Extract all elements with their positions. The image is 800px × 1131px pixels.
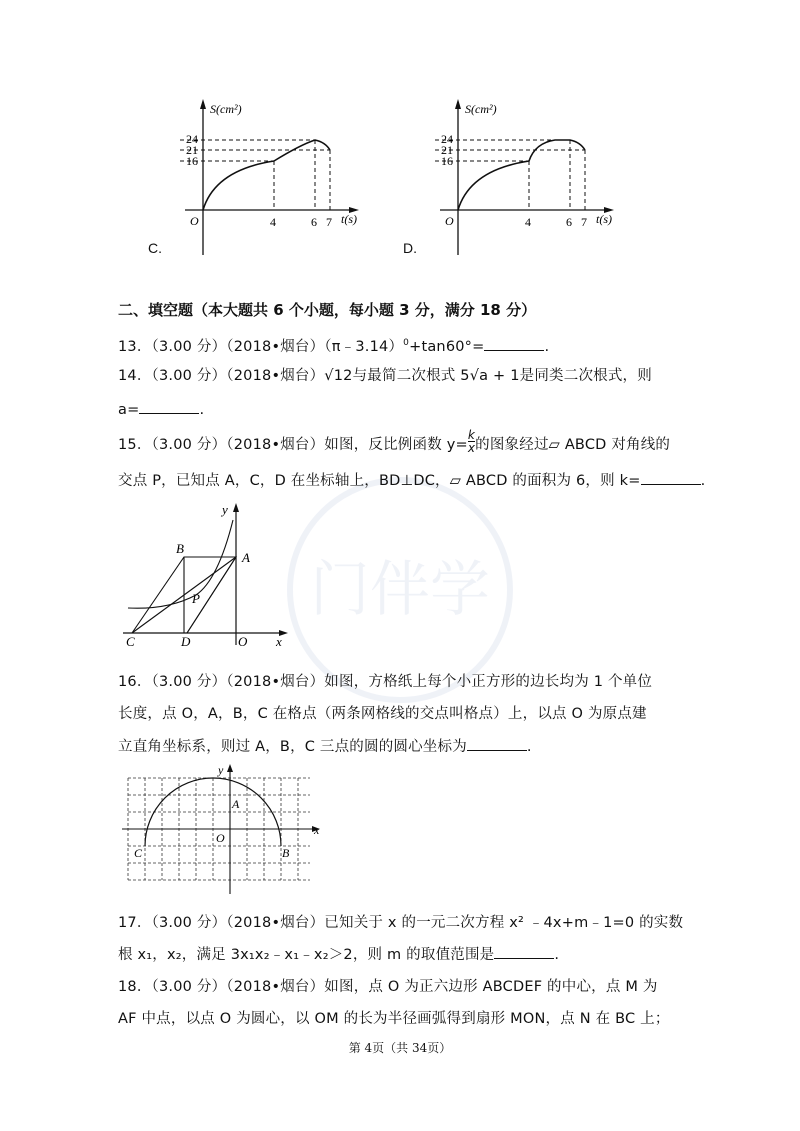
xtick-6: 6 (566, 215, 572, 229)
q14-a-label: a= (118, 402, 140, 418)
section-title: 二、填空题（本大题共 6 个小题，每小题 3 分，满分 18 分） (118, 301, 537, 319)
fig15-y: y (222, 502, 228, 517)
q13-exponent: 0 (403, 338, 410, 348)
q15-text-b: 的图象经过▱ ABCD 对角线的 (475, 437, 671, 453)
question-16-line3 (118, 736, 532, 757)
graph-c (140, 95, 380, 260)
ylabel: S(cm²) (465, 102, 497, 116)
xtick-7: 7 (326, 215, 332, 229)
q16-line3-text: 立直角坐标系，则过 A，B，C 三点的圆的圆心坐标为 (118, 739, 467, 755)
fig15-B: B (176, 541, 184, 556)
q17-end: . (554, 947, 560, 963)
q13-text: 13．（3.00 分）（2018•烟台）（π﹣3.14） (118, 338, 404, 355)
fig16-B: B (282, 846, 290, 860)
xtick-4: 4 (525, 215, 531, 229)
q15-line2-text: 交点 P，已知点 A，C，D 在坐标轴上，BD⊥DC，▱ ABCD 的面积为 6，则 k= (118, 473, 641, 489)
xtick-4: 4 (270, 215, 276, 229)
question-16-line1: 16．（3.00 分）（2018•烟台）如图，方格纸上每个小正方形的边长均为 1 个单位 (118, 674, 653, 690)
xlabel: t(s) (341, 212, 357, 226)
option-d-label: D. (403, 240, 417, 256)
graph-d (395, 95, 635, 260)
fig16-A: A (232, 797, 240, 811)
q17-line2-text: 根 x₁，x₂，满足 3x₁x₂﹣x₁﹣x₂＞2，则 m 的取值范围是 (118, 947, 495, 963)
origin: O (445, 214, 454, 228)
question-14-line1: 14．（3.00 分）（2018•烟台）√12与最简二次根式 5√a + 1是同类二次根式，则 (118, 368, 652, 384)
ytick-16: 16 (186, 154, 198, 168)
ytick-16: 16 (441, 154, 453, 168)
question-18-line1: 18．（3.00 分）（2018•烟台）如图，点 O 为正六边形 ABCDEF 的中心，点 M 为 (118, 979, 658, 995)
xtick-7: 7 (581, 215, 587, 229)
origin: O (190, 214, 199, 228)
ytick-24: 24 (186, 132, 198, 146)
frac-num: k (467, 427, 476, 442)
question-14-line2 (118, 399, 204, 420)
fig15-A: A (242, 550, 250, 565)
fig15-D: D (181, 634, 191, 649)
answer-blank-13[interactable] (484, 336, 544, 351)
q15-text-a: 15．（3.00 分）（2018•烟台）如图，反比例函数 y= (118, 437, 468, 453)
q13-end: . (544, 338, 550, 355)
fig15-C: C (126, 634, 135, 649)
fig15-P: P (192, 591, 200, 606)
xlabel: t(s) (596, 212, 612, 226)
fig16-O: O (216, 831, 225, 845)
svg-text:门伴学: 门伴学 (310, 557, 490, 623)
q15-end: . (700, 473, 706, 489)
frac-den: x (467, 440, 476, 455)
answer-blank-15[interactable] (641, 470, 701, 485)
question-15-line2 (118, 470, 705, 491)
q14-end: . (199, 402, 205, 418)
figure-16 (120, 762, 330, 897)
ytick-24: 24 (441, 132, 453, 146)
question-16-line2: 长度，点 O，A，B，C 在格点（两条网格线的交点叫格点）上，以点 O 为原点建 (118, 706, 647, 722)
question-17-line1: 17．（3.00 分）（2018•烟台）已知关于 x 的一元二次方程 x² ﹣4x+m﹣1=0 的实数 (118, 915, 684, 931)
ytick-21: 21 (441, 143, 453, 157)
page-footer: 第 4页（共 34页） (348, 1041, 452, 1055)
q16-end: . (526, 739, 532, 755)
xtick-6: 6 (311, 215, 317, 229)
fig15-x: x (276, 634, 282, 649)
answer-blank-14[interactable] (139, 399, 199, 414)
figure-15 (118, 500, 298, 650)
fig16-x: x (314, 823, 320, 837)
question-13 (118, 333, 549, 357)
option-c-label: C. (148, 240, 162, 256)
question-15-line1 (118, 427, 671, 455)
answer-blank-16[interactable] (467, 736, 527, 751)
fig15-O: O (238, 634, 248, 649)
answer-blank-17[interactable] (494, 944, 554, 959)
fig16-y: y (218, 763, 224, 777)
q13-rest: +tan60°= (409, 338, 485, 355)
question-17-line2 (118, 944, 559, 965)
ylabel: S(cm²) (210, 102, 242, 116)
ytick-21: 21 (186, 143, 198, 157)
fig16-C: C (134, 846, 143, 860)
question-18-line2: AF 中点，以点 O 为圆心，以 OM 的长为半径画弧得到扇形 MON，点 N 在 BC 上； (118, 1011, 670, 1027)
